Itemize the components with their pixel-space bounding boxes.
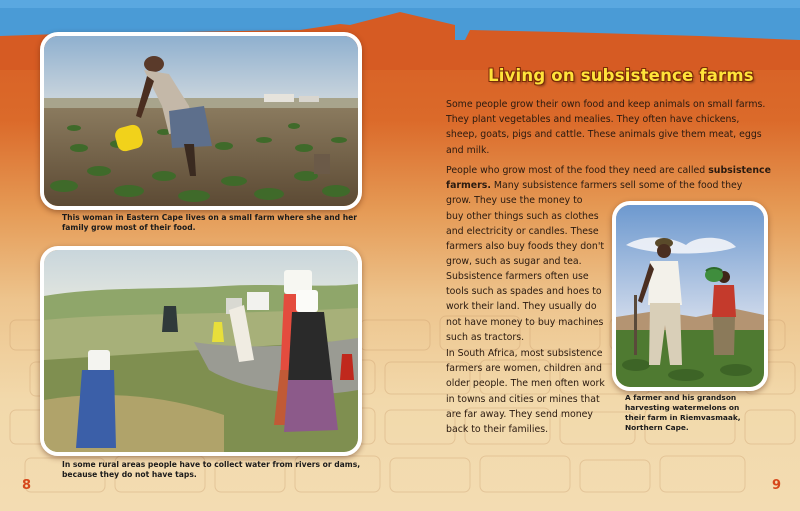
- caption-photo3: [625, 393, 741, 433]
- paragraph-line: older people. The men often work: [446, 378, 605, 390]
- caption-line: Northern Cape.: [625, 423, 689, 432]
- paragraph-line: They plant vegetables and mealies. They often have chickens,: [446, 114, 740, 126]
- page-title: Living on subsistence farms: [488, 66, 754, 85]
- paragraph-line: are far away. They send money: [446, 408, 593, 420]
- page-number-left: 8: [22, 478, 32, 493]
- water-carriers-image: [44, 250, 358, 452]
- woman-watering-image: [44, 36, 358, 206]
- paragraph-line: grow. They use the money to: [446, 195, 583, 207]
- caption-line: In some rural areas people have to collect water from rivers or dams,: [62, 460, 361, 469]
- farmer-watermelon-image: [616, 205, 764, 387]
- paragraph-3: [446, 269, 603, 345]
- paragraph-line: farmers also buy foods they don't: [446, 241, 605, 253]
- paragraph-line: Some people grow their own food and keep animals on small farms.: [446, 99, 766, 110]
- paragraph-line: sheep, goats, pigs and cattle. These animals give them meat, eggs: [446, 129, 762, 141]
- caption-line: because they do not have taps.: [62, 470, 197, 479]
- caption-line: their farm in Riemvasmaak,: [625, 413, 741, 422]
- caption-line: A farmer and his grandson: [625, 393, 737, 402]
- paragraph-text: Many subsistence farmers sell some of the food they: [490, 180, 743, 192]
- caption-line: harvesting watermelons on: [625, 403, 740, 412]
- paragraph-line: in towns and cities or mines that: [446, 393, 600, 405]
- bold-term-continued: farmers.: [446, 180, 491, 192]
- paragraph-line: work their land. They usually do: [446, 301, 597, 313]
- caption-photo2: [62, 460, 360, 480]
- paragraph-line: and electricity or candles. These: [446, 225, 599, 237]
- photo-woman-in-field: [40, 32, 362, 210]
- paragraph-line: back to their families.: [446, 424, 549, 436]
- paragraph-line: and milk.: [446, 144, 490, 156]
- paragraph-line: Subsistence farmers often use: [446, 271, 589, 282]
- paragraph-line: farmers are women, children and: [446, 363, 602, 375]
- paragraph-1: [446, 97, 765, 158]
- paragraph-line: [446, 178, 771, 193]
- paragraph-line: In South Africa, most subsistence: [446, 348, 603, 359]
- paragraph-line: buy other things such as clothes: [446, 210, 599, 222]
- bold-term: subsistence: [708, 165, 771, 176]
- photo-farmer-and-grandson: [612, 201, 768, 391]
- paragraph-4: [446, 346, 605, 437]
- page-number-right: 9: [772, 478, 782, 493]
- paragraph-text: People who grow most of the food they need are called: [446, 165, 709, 176]
- caption-photo1: [62, 213, 357, 233]
- paragraph-line: not have money to buy machines: [446, 316, 604, 328]
- caption-line: This woman in Eastern Cape lives on a small farm where she and her: [62, 213, 358, 222]
- paragraph-line: grow, such as sugar and tea.: [446, 256, 582, 268]
- paragraph-line: such as tractors.: [446, 331, 525, 343]
- paragraph-line: tools such as spades and hoes to: [446, 286, 602, 298]
- caption-line: family grow most of their food.: [62, 223, 196, 232]
- paragraph-line: [446, 163, 771, 178]
- photo-collecting-water: [40, 246, 362, 456]
